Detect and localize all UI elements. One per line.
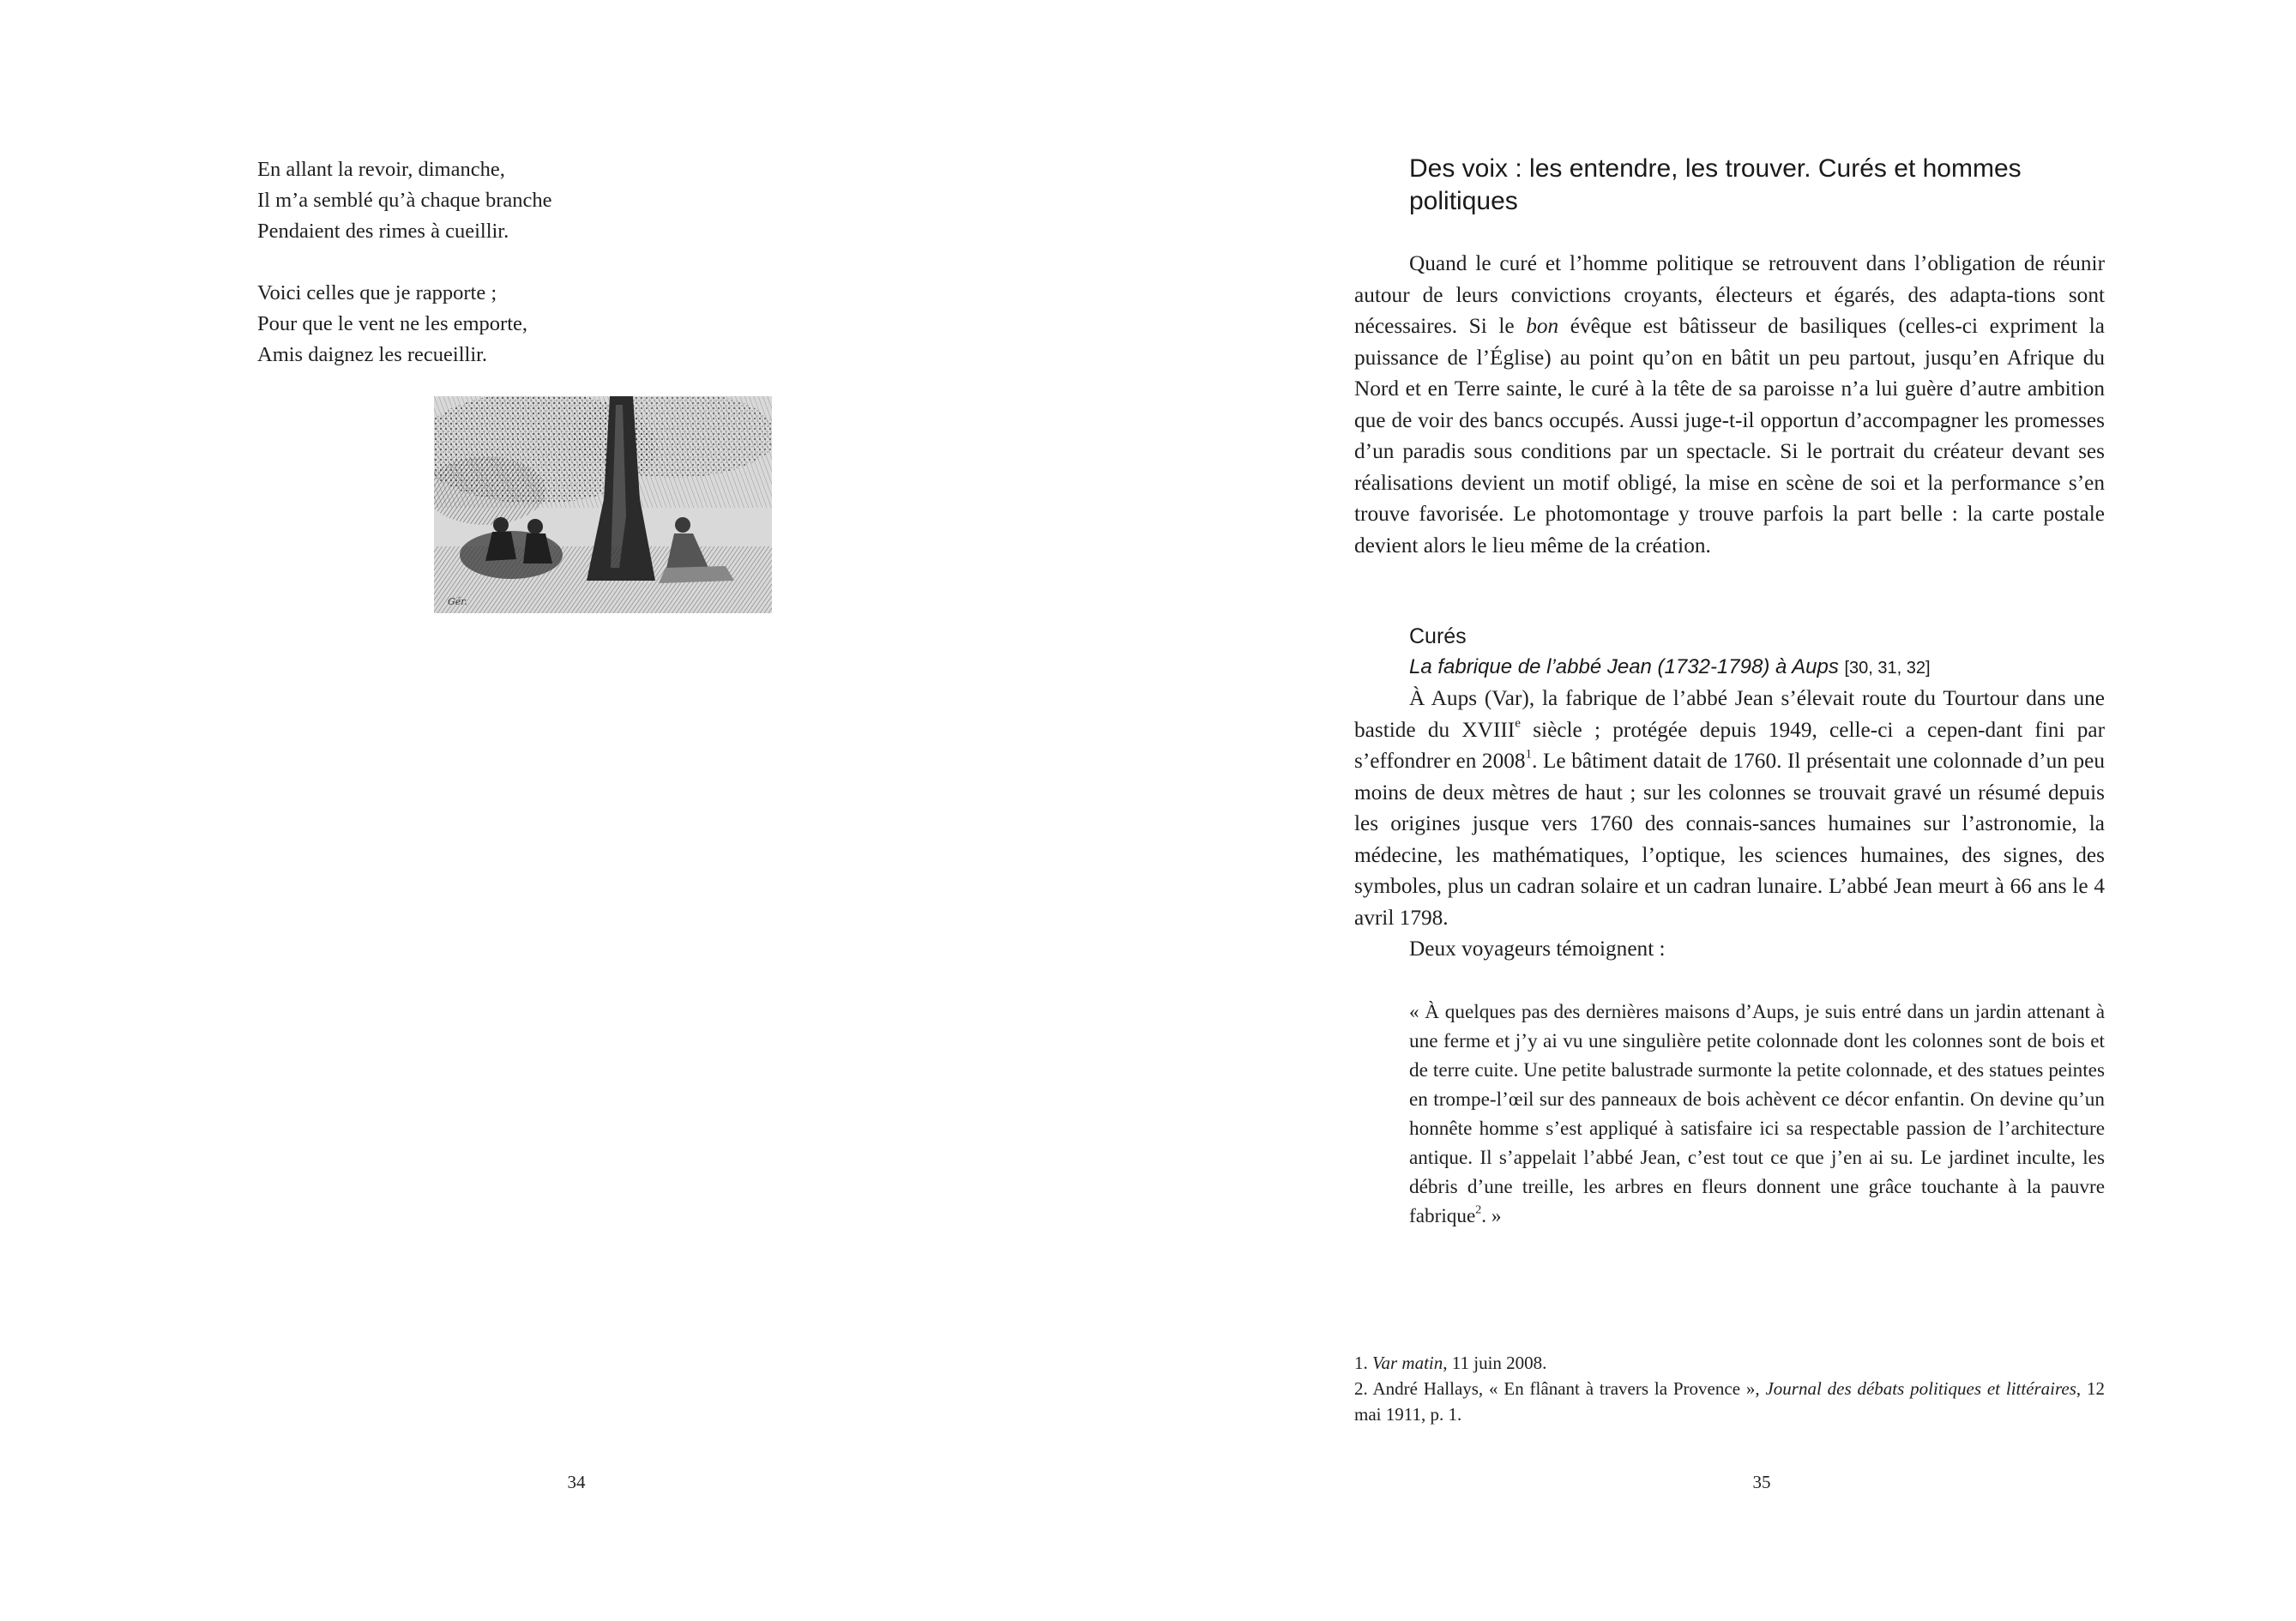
- intro-text-part2: évêque est bâtisseur de basiliques (celles-ci expriment la puissance de l’Église) au point qu’on en bâtit un peu partout, jusqu’en Afrique du Nord et en Terre sainte, le curé à la tête de sa paroisse n’a lui guère d’autre ambition que de voir des bancs occupés. Aussi juge-t-il opportun d’accompagner les promesses d’un paradis sous conditions par un spectacle. Si le portrait du créateur devant ses réalisations devient un motif obligé, la mise en scène de soi et la performance s’en trouve favorisée. Le photomontage y trouve parfois la part belle : la carte postale devient alors le lieu même de la création.: [1354, 314, 2105, 557]
- footnote-2-author: André Hallays, « En flânant à travers la Provence »,: [1372, 1378, 1766, 1399]
- intro-emphasis-bon: bon: [1526, 314, 1559, 338]
- block-quote: [1409, 997, 2105, 1231]
- woman-figure: [675, 517, 690, 533]
- poem-line: Il m’a semblé qu’à chaque branche: [257, 189, 552, 212]
- footnote-2-journal: Journal des débats politiques et littéraires: [1765, 1378, 2076, 1399]
- aups-text-part2: siècle ; protégée depuis 1949, celle-ci a cepen-dant fini par s’effondrer en 2008: [1354, 717, 2105, 773]
- intro-paragraph: [1354, 248, 2105, 561]
- subheading-cures: Curés: [1409, 624, 1467, 648]
- engraving-signature: Gér.: [448, 596, 467, 607]
- aups-paragraph: [1354, 683, 2105, 965]
- poem-line: Voici celles que je rapporte ;: [257, 281, 497, 304]
- poem-line: Pour que le vent ne les emporte,: [257, 312, 528, 335]
- section-heading: [1409, 153, 2095, 218]
- quote-text: « À quelques pas des dernières maisons d’Aups, je suis entré dans un jardin attenant à une ferme et j’y ai vu une singulière petite colonnade dont les colonnes sont de bois et de terre cuite. Une petite balustrade surmonte la petite colonnade, et des statues peintes en trompe-l’œil sur des panneaux de bois achèvent ce décor enfantin. On devine qu’un honnête homme s’est appliqué à satisfaire ici sa respectable passion de l’architecture antique. Il s’appelait l’abbé Jean, c’est tout ce que j’en ai su. Le jardinet inculte, les débris d’une treille, les arbres en fleurs donnent une grâce touchante à la pauvre fabrique: [1409, 1001, 2105, 1227]
- aups-text-part3: . Le bâtiment datait de 1760. Il présentait une colonnade d’un peu moins de deux mètres de haut ; sur les colonnes se trouvait gravé un résumé depuis les origines jusque vers 1760 des connais-sances humaines sur l’astronomie, la médecine, les mathématiques, l’optique, les sciences humaines, des signes, des symboles, plus un cadran solaire et un cadran lunaire. L’abbé Jean meurt à 66 ans le 4 avril 1798.: [1354, 749, 2105, 930]
- footnote-1-rest: , 11 juin 2008.: [1443, 1353, 1547, 1373]
- figure-references: [30, 31, 32]: [1844, 659, 1931, 678]
- poem-line: En allant la revoir, dimanche,: [257, 158, 505, 181]
- poem-stanza-2: [257, 278, 703, 371]
- page-number-right: 35: [1752, 1472, 1771, 1492]
- aups-text-part1: À Aups (Var), la fabrique de l’abbé Jean s’élevait route du Tourtour dans une bastide du XVIII: [1354, 686, 2105, 742]
- subsubheading-fabrique: [1409, 652, 1931, 684]
- page-number-left: 34: [567, 1472, 586, 1492]
- footnote-1: [1354, 1350, 2105, 1376]
- witness-intro: Deux voyageurs témoignent :: [1409, 937, 1666, 961]
- poem: [257, 154, 703, 401]
- footnote-2-rest: , 12 mai 1911, p. 1.: [1354, 1378, 2106, 1425]
- subsubheading-title: La fabrique de l’abbé Jean (1732-1798) à Aups: [1409, 655, 1839, 678]
- poem-stanza-1: [257, 154, 703, 247]
- century-superscript: e: [1515, 715, 1521, 731]
- footnote-1-title: Var matin: [1372, 1353, 1443, 1373]
- footnote-2-number: 2.: [1354, 1378, 1373, 1399]
- quote-end: . »: [1481, 1205, 1502, 1227]
- footnote-2: [1354, 1376, 2105, 1427]
- right-page: [1148, 0, 2296, 1621]
- footnote-1-number: 1.: [1354, 1353, 1372, 1373]
- footnote-ref-2[interactable]: 2: [1475, 1203, 1482, 1217]
- footnotes: [1354, 1350, 2105, 1427]
- section-heading-line2: politiques: [1409, 187, 1518, 215]
- section-heading-line1: Des voix : les entendre, les trouver. Curés et hommes: [1409, 154, 2022, 183]
- engraving-illustration: [434, 396, 772, 613]
- poem-line: Amis daignez les recueillir.: [257, 343, 488, 366]
- poem-line: Pendaient des rimes à cueillir.: [257, 220, 509, 243]
- footnote-ref-1[interactable]: 1: [1525, 746, 1533, 762]
- intro-text-part1: Quand le curé et l’homme politique se retrouvent dans l’obligation de réunir autour de leurs convictions croyants, électeurs et égarés, des adapta-tions sont nécessaires. Si le: [1354, 251, 2105, 338]
